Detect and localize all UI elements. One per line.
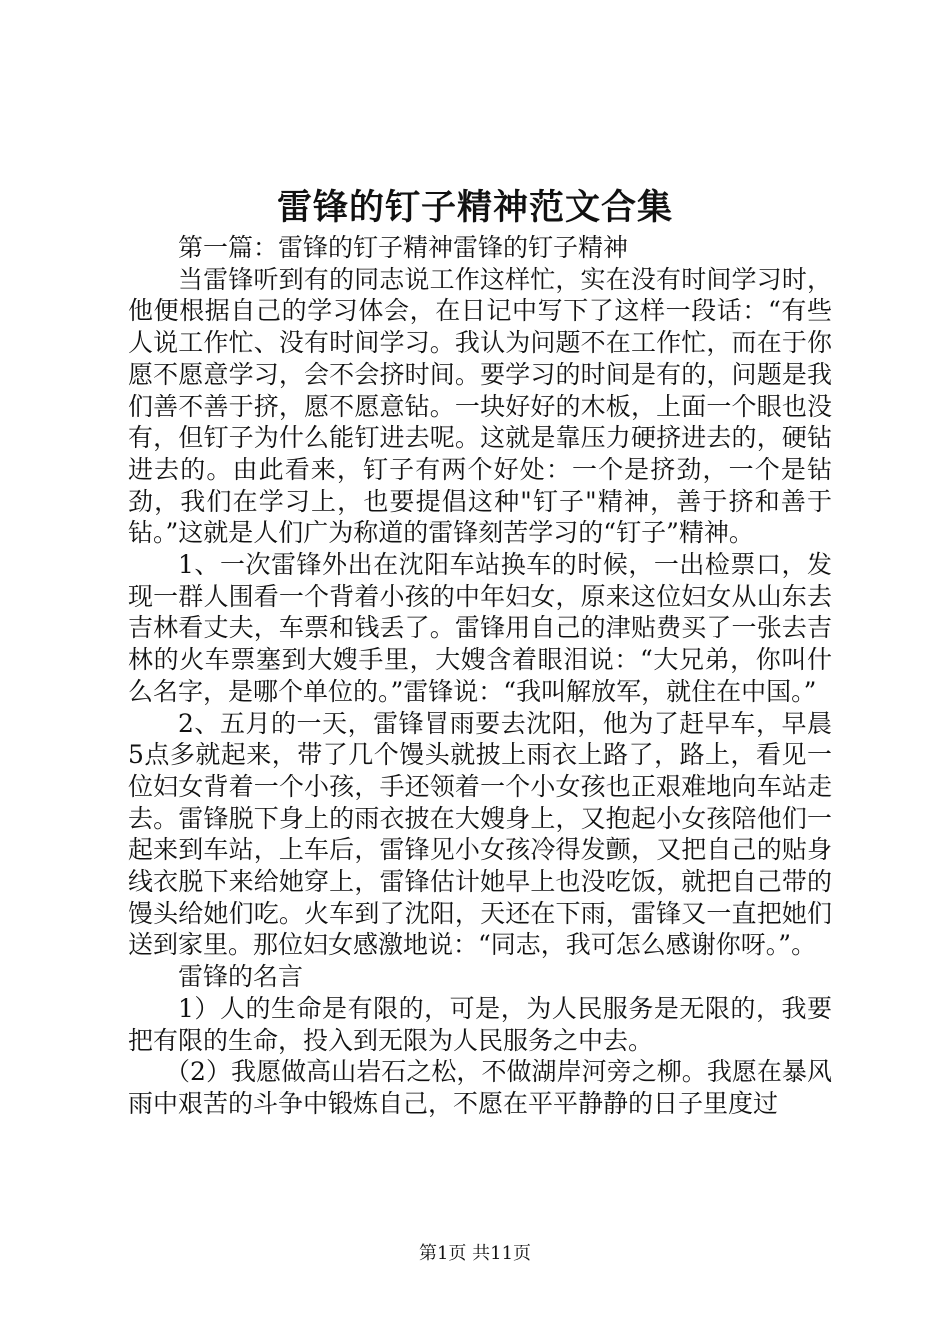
quotes-heading: 雷锋的名言 bbox=[178, 962, 304, 992]
paragraph-story-2: 2、五月的一天，雷锋冒雨要去沈阳，他为了赶早车，早晨5点多就起来，带了几个馒头就披上雨衣上路了，路上，看见一位妇女背着一个小孩，手还领着一个小女孩也正艰难地向车站走去。雷锋脱下身上的雨衣披在大嫂身上，又抱起小女孩陪他们一起来到车站，上车后，雷锋见小女孩冷得发颤，又把自己的贴身线衣脱下来给她穿上，雷锋估计她早上也没吃饭，就把自己带的馒头给她们吃。火车到了沈阳，天还在下雨，雷锋又一直把她们送到家里。那位妇女感激地说：“同志，我可怎么感谢你呀。”。 bbox=[128, 708, 832, 960]
quote-1: 1）人的生命是有限的，可是，为人民服务是无限的，我要把有限的生命，投入到无限为人民服务之中去。 bbox=[128, 993, 832, 1055]
paragraph-story-1: 1、一次雷锋外出在沈阳车站换车的时候，一出检票口，发现一群人围看一个背着小孩的中年妇女，原来这位妇女从山东去吉林看丈夫，车票和钱丢了。雷锋用自己的津贴费买了一张去吉林的火车票塞到大嫂手里，大嫂含着眼泪说：“大兄弟，你叫什么名字，是哪个单位的。”雷锋说：“我叫解放军，就住在中国。” bbox=[128, 550, 832, 706]
document-body bbox=[128, 232, 832, 1120]
paragraph-intro: 当雷锋听到有的同志说工作这样忙，实在没有时间学习时，他便根据自己的学习体会，在日记中写下了这样一段话：“有些人说工作忙、没有时间学习。我认为问题不在工作忙，而在于你愿不愿意学习，会不会挤时间。要学习的时间是有的，问题是我们善不善于挤，愿不愿意钻。一块好好的木板，上面一个眼也没有，但钉子为什么能钉进去呢。这就是靠压力硬挤进去的，硬钻进去的。由此看来，钉子有两个好处：一个是挤劲，一个是钻劲，我们在学习上，也要提倡这种"钉子"精神，善于挤和善于钻。”这就是人们广为称道的雷锋刻苦学习的“钉子”精神。 bbox=[128, 264, 832, 548]
section-heading: 第一篇：雷锋的钉子精神雷锋的钉子精神 bbox=[178, 233, 629, 262]
quote-2: （2）我愿做高山岩石之松，不做湖岸河旁之柳。我愿在暴风雨中艰苦的斗争中锻炼自己，不愿在平平静静的日子里度过 bbox=[128, 1057, 832, 1118]
document-title: 雷锋的钉子精神范文合集 bbox=[276, 187, 673, 228]
page-number-footer: 第1页 共11页 bbox=[418, 1243, 532, 1264]
